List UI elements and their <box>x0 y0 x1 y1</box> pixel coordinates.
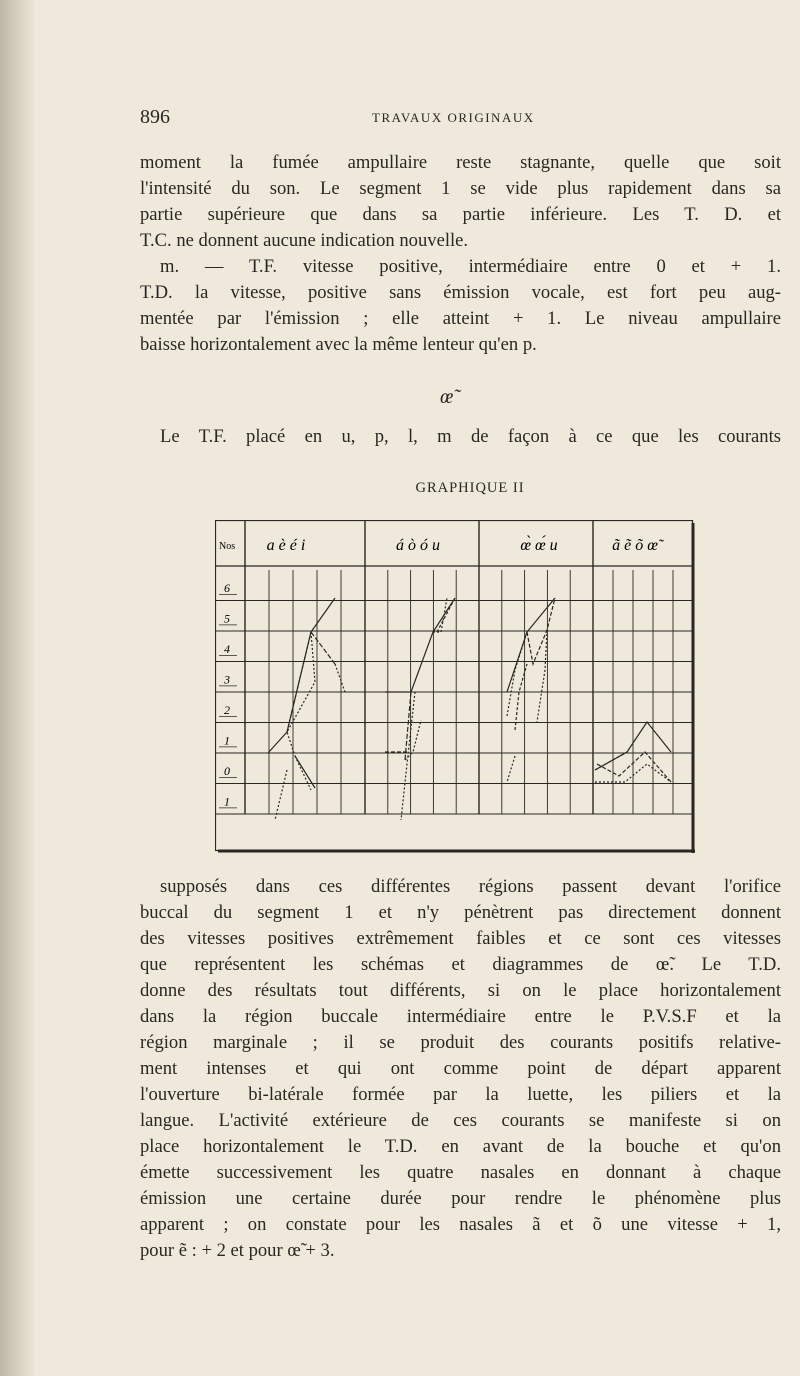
graphique-ii-chart <box>215 520 697 856</box>
group-header-2: á ò ó u <box>396 537 440 554</box>
curve-dotted <box>295 756 311 790</box>
text-line: dans la région buccale intermédiaire entre le P.V.S.F et la <box>140 1006 781 1027</box>
paragraph-3 <box>140 424 781 450</box>
y-tick-label: 5 <box>224 611 230 626</box>
curve-solid <box>268 598 335 753</box>
curve-dashed <box>287 632 311 732</box>
text-line: des vitesses positives extrêmement faibles et ce sont ces vitesses <box>140 928 781 949</box>
text-line: moment la fumée ampullaire reste stagnante, quelle que soit <box>140 152 781 173</box>
curve-dashed <box>405 692 411 760</box>
y-tick-label: 0 <box>224 763 230 778</box>
text-line: donne des résultats tout différents, si on le place horizontalement <box>140 980 781 1001</box>
y-tick-labels <box>219 581 237 808</box>
text-line: partie supérieure que dans sa partie inférieure. Les T. D. et <box>140 204 781 225</box>
text-line: région marginale ; il se produit des courants positifs relative- <box>140 1032 781 1053</box>
text-line: baisse horizontalement avec la même lenteur qu'en p. <box>140 334 537 355</box>
curve-dotted <box>275 770 287 820</box>
text-line: m. — T.F. vitesse positive, intermédiaire entre 0 et + 1. <box>160 256 781 277</box>
y-tick-label: 1 <box>224 794 230 809</box>
text-line: que représentent les schémas et diagrammes de œ̃. Le T.D. <box>140 954 781 975</box>
text-line: Le T.F. placé en u, p, l, m de façon à ce que les courants <box>160 426 781 447</box>
text-line: l'intensité du son. Le segment 1 se vide plus rapidement dans sa <box>140 178 781 199</box>
y-tick-label: 2 <box>224 702 230 717</box>
paragraph-1 <box>140 150 781 254</box>
y-tick-label: 3 <box>224 672 230 687</box>
y-tick-label: 1 <box>224 733 230 748</box>
text-line: apparent ; on constate pour les nasales ã et õ une vitesse + 1, <box>140 1214 781 1235</box>
curve-dashed <box>515 664 527 730</box>
text-line: langue. L'activité extérieure de ces courants se manifeste si on <box>140 1110 781 1131</box>
text-line: émission une certaine durée pour rendre le phénomène plus <box>140 1188 781 1209</box>
curve-dotted <box>401 692 415 820</box>
text-line: pour ẽ : + 2 et pour œ̃ + 3. <box>140 1240 335 1261</box>
page-header <box>140 106 780 130</box>
text-line: T.D. la vitesse, positive sans émission vocale, est fort peu aug- <box>140 282 781 303</box>
paragraph-2 <box>140 254 781 358</box>
curve-dotted <box>287 632 315 756</box>
curve-dotted <box>507 756 515 782</box>
curve-dotted <box>335 664 345 692</box>
group-header-1: a è é i <box>266 537 306 554</box>
y-tick-label: 4 <box>224 641 230 656</box>
y-tick-label: 6 <box>224 580 230 595</box>
text-line: l'ouverture bi-latérale formée par la luette, les piliers et la <box>140 1084 781 1105</box>
chart-frame <box>216 521 693 851</box>
page-binding-shadow <box>0 0 34 1376</box>
group-header-3: œ̀ œ́ u <box>520 537 558 554</box>
graph-title: GRAPHIQUE II <box>415 480 525 496</box>
group-header-4: ã ẽ õ œ̃ <box>612 537 658 554</box>
paragraph-4 <box>140 874 781 1264</box>
running-title: TRAVAUX ORIGINAUX <box>372 110 535 125</box>
curve-dashed <box>311 632 335 664</box>
text-line: émette successivement les quatre nasales en donnant à chaque <box>140 1162 781 1183</box>
text-line: place horizontalement le T.D. en avant de la bouche et qu'on <box>140 1136 781 1157</box>
page-number: 896 <box>140 106 170 128</box>
text-line: T.C. ne donnent aucune indication nouvelle. <box>140 230 469 251</box>
text-line: ment intenses et qui ont comme point de départ apparent <box>140 1058 781 1079</box>
text-line: supposés dans ces différentes régions passent devant l'orifice <box>160 876 781 897</box>
curve-dashed <box>597 752 671 782</box>
chart-grid <box>215 520 693 814</box>
text-line: buccal du segment 1 et n'y pénètrent pas directement donnent <box>140 902 781 923</box>
curve-dotted <box>405 720 421 760</box>
row-header-label: Nos <box>219 541 236 552</box>
section-symbol: œ̃ <box>440 386 454 408</box>
chart-labels <box>219 534 665 554</box>
curve-dotted <box>537 630 547 722</box>
text-line: mentée par l'émission ; elle atteint + 1. Le niveau ampullaire <box>140 308 781 329</box>
